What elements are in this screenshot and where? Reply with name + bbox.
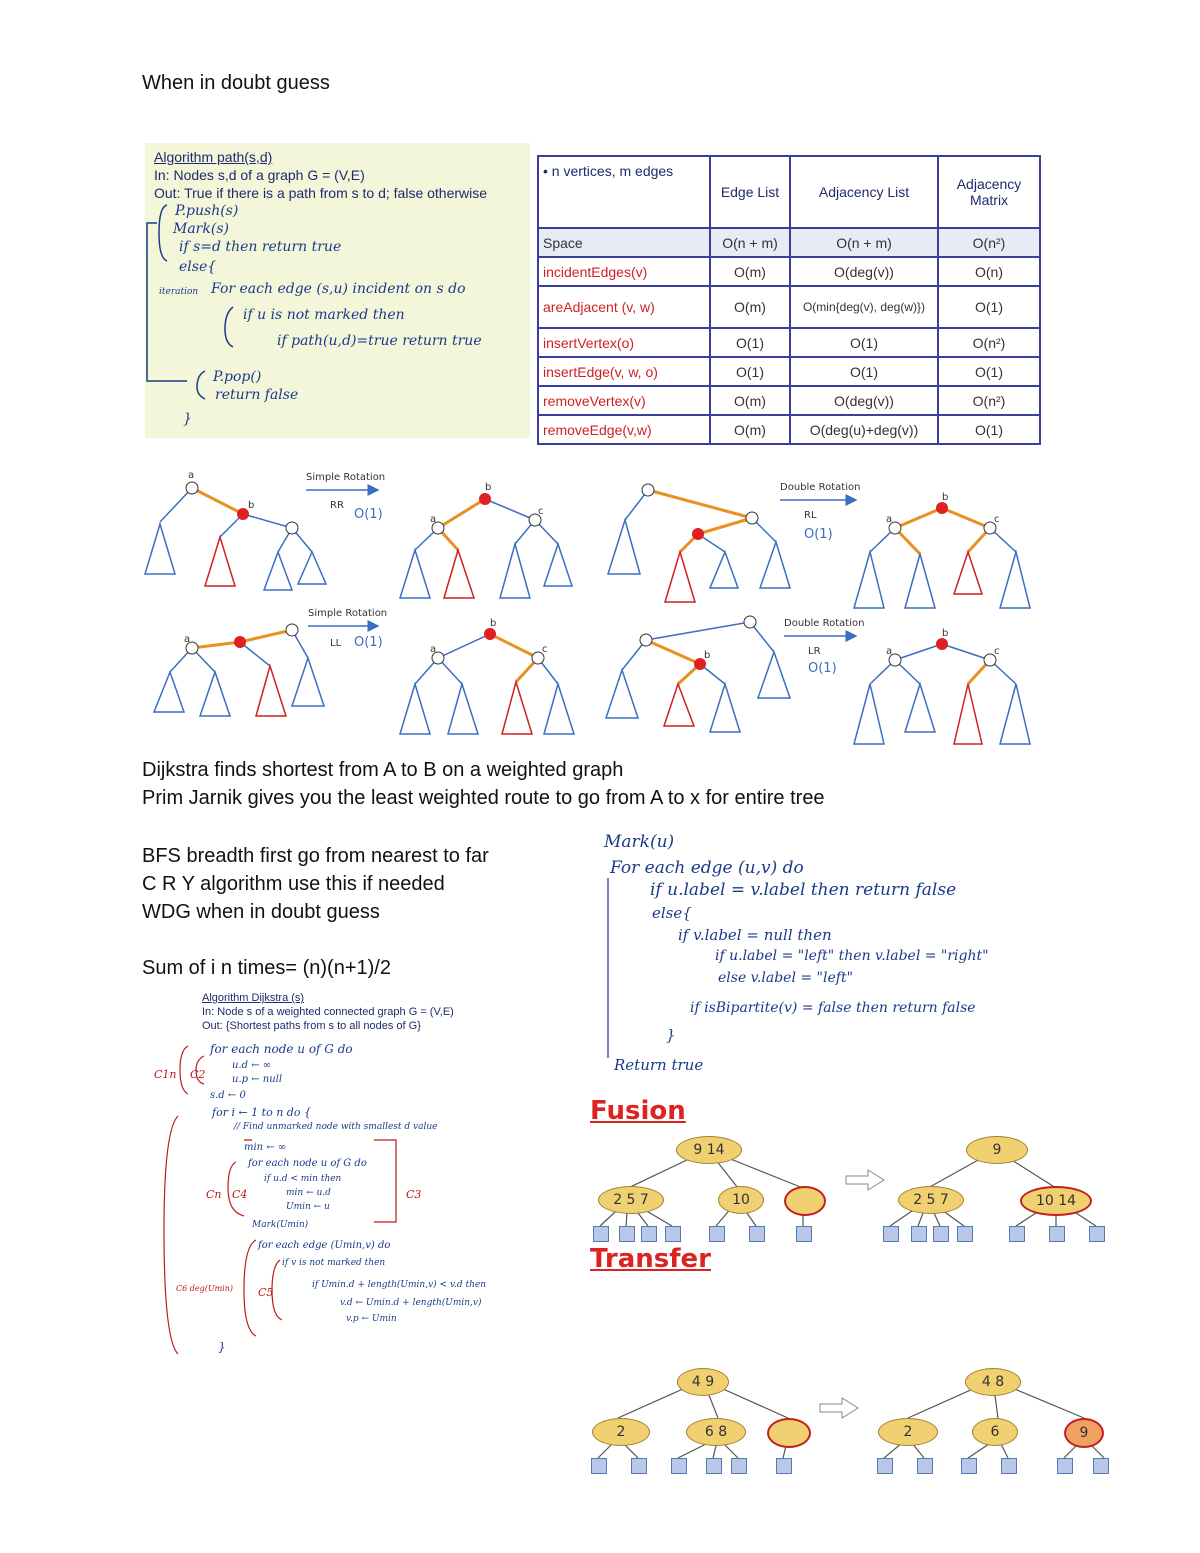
- rotation-label: Double Rotation: [784, 618, 865, 629]
- bip-line: else{: [652, 904, 692, 922]
- algo-line: else{: [179, 259, 217, 275]
- dij-out: Out: {Shortest paths from s to all nodes of G}: [202, 1020, 421, 1032]
- fusion-diagram-lines: [588, 1128, 1113, 1242]
- table-cell: O(n²): [938, 386, 1040, 415]
- btree-leaf: [796, 1226, 812, 1242]
- algo-in: In: Nodes s,d of a graph G = (V,E): [154, 167, 365, 183]
- dij-line: for each node u of G do: [210, 1042, 353, 1056]
- btree-leaf: [911, 1226, 927, 1242]
- table-cell: O(deg(u)+deg(v)): [790, 415, 938, 444]
- rotation-sub: LL: [330, 638, 342, 649]
- dijkstra-panel: [140, 990, 540, 1370]
- btree-leaf: [591, 1458, 607, 1474]
- dij-line: // Find unmarked node with smallest d value: [234, 1122, 438, 1132]
- algo-side-note: iteration: [159, 287, 199, 297]
- btree-node: 2 5 7: [898, 1186, 964, 1214]
- dij-line: min ← ∞: [244, 1142, 287, 1153]
- btree-leaf: [933, 1226, 949, 1242]
- btree-node: 9 14: [676, 1136, 742, 1164]
- table-cell: O(min{deg(v), deg(w)}): [790, 286, 938, 328]
- btree-leaf: [665, 1226, 681, 1242]
- table-header: Adjacency List: [790, 156, 938, 228]
- table-cell: O(1): [938, 286, 1040, 328]
- table-cell: areAdjacent (v, w): [538, 286, 710, 328]
- node-label: a: [184, 634, 191, 645]
- btree-leaf: [883, 1226, 899, 1242]
- note-bfs: BFS breadth first go from nearest to far: [142, 845, 489, 867]
- btree-leaf: [776, 1458, 792, 1474]
- btree-leaf: [731, 1458, 747, 1474]
- table-header: Edge List: [710, 156, 790, 228]
- note-dijkstra: Dijkstra finds shortest from A to B on a weighted graph: [142, 759, 624, 781]
- dij-line: for i ← 1 to n do {: [212, 1106, 311, 1119]
- table-cell: insertEdge(v, w, o): [538, 357, 710, 386]
- table-cell: insertVertex(o): [538, 328, 710, 357]
- btree-leaf: [1009, 1226, 1025, 1242]
- node-label: a: [886, 514, 893, 525]
- node-label: c: [538, 506, 544, 517]
- bip-line: if u.label = v.label then return false: [650, 880, 957, 900]
- dij-line: for each node u of G do: [248, 1158, 367, 1169]
- rotation-cost: O(1): [804, 527, 833, 542]
- rotation-label: Double Rotation: [780, 482, 861, 493]
- table-cell: removeEdge(v,w): [538, 415, 710, 444]
- btree-leaf: [1049, 1226, 1065, 1242]
- node-label: a: [188, 470, 195, 481]
- btree-leaf: [1001, 1458, 1017, 1474]
- btree-leaf: [957, 1226, 973, 1242]
- dij-mark: C3: [406, 1188, 422, 1201]
- algo-head: Algorithm path(s,d): [154, 149, 273, 165]
- note-title: When in doubt guess: [142, 72, 330, 94]
- rotation-sub: LR: [808, 646, 821, 657]
- bip-line: else v.label = "left": [718, 970, 854, 986]
- btree-leaf: [961, 1458, 977, 1474]
- dij-mark: C4: [232, 1188, 248, 1201]
- note-sum: Sum of i n times= (n)(n+1)/2: [142, 957, 391, 979]
- dij-line: s.d ← 0: [210, 1090, 246, 1101]
- btree-node: 4 8: [965, 1368, 1021, 1396]
- node-label: c: [994, 646, 1000, 657]
- btree-leaf: [671, 1458, 687, 1474]
- btree-leaf: [1089, 1226, 1105, 1242]
- transfer-title: Transfer: [590, 1244, 711, 1274]
- btree-node: 2: [878, 1418, 938, 1446]
- path-algorithm-panel: [145, 143, 530, 438]
- algo-line: For each edge (s,u) incident on s do: [211, 281, 466, 297]
- node-label: a: [430, 644, 437, 655]
- table-cell: O(m): [710, 386, 790, 415]
- table-cell: Space: [538, 228, 710, 257]
- dij-head: Algorithm Dijkstra (s): [202, 992, 305, 1004]
- node-label: b: [704, 650, 711, 661]
- table-cell: O(1): [790, 357, 938, 386]
- btree-node: 4 9: [677, 1368, 729, 1396]
- bip-line: if u.label = "left" then v.label = "right": [715, 948, 989, 964]
- bipartite-panel: [600, 828, 1050, 1078]
- node-label: b: [942, 628, 949, 639]
- table-header: Adjacency Matrix: [938, 156, 1040, 228]
- bip-line: Return true: [614, 1056, 704, 1074]
- table-cell: O(n + m): [790, 228, 938, 257]
- table-cell: O(1): [710, 328, 790, 357]
- dij-line: if v is not marked then: [282, 1258, 386, 1268]
- dij-brackets: [140, 990, 540, 1370]
- dij-line: Umin ← u: [286, 1202, 330, 1212]
- btree-leaf: [593, 1226, 609, 1242]
- table-cell: O(m): [710, 415, 790, 444]
- dij-mark: Cn: [206, 1188, 222, 1201]
- btree-leaf: [877, 1458, 893, 1474]
- btree-leaf: [1057, 1458, 1073, 1474]
- rotation-cost: O(1): [354, 507, 383, 522]
- btree-leaf: [749, 1226, 765, 1242]
- complexity-table: [537, 155, 1041, 445]
- table-cell: O(1): [938, 357, 1040, 386]
- bip-line: For each edge (u,v) do: [610, 858, 804, 878]
- algo-brackets: [145, 143, 530, 438]
- note-wdg: WDG when in doubt guess: [142, 901, 380, 923]
- btree-node: [767, 1418, 811, 1448]
- dij-line: u.p ← null: [232, 1074, 283, 1085]
- dij-line: for each edge (Umin,v) do: [258, 1240, 391, 1251]
- btree-leaf: [706, 1458, 722, 1474]
- node-label: a: [886, 646, 893, 657]
- btree-node: 10 14: [1020, 1186, 1092, 1216]
- algo-out: Out: True if there is a path from s to d; false otherwise: [154, 185, 488, 201]
- table-cell: O(n²): [938, 228, 1040, 257]
- node-label: b: [490, 618, 497, 629]
- btree-leaf: [619, 1226, 635, 1242]
- btree-node: 2 5 7: [598, 1186, 664, 1214]
- btree-leaf: [631, 1458, 647, 1474]
- algo-line: if s=d then return true: [179, 239, 342, 255]
- algo-line: if u is not marked then: [243, 307, 405, 323]
- table-cell: O(n): [938, 257, 1040, 286]
- node-label: b: [248, 500, 255, 511]
- rotation-cost: O(1): [354, 635, 383, 650]
- rotation-label: Simple Rotation: [308, 608, 388, 619]
- node-label: a: [430, 514, 437, 525]
- dij-mark: C5: [258, 1286, 274, 1299]
- table-cell: removeVertex(v): [538, 386, 710, 415]
- btree-leaf: [709, 1226, 725, 1242]
- btree-leaf: [917, 1458, 933, 1474]
- node-label: b: [485, 482, 492, 493]
- bip-line: if v.label = null then: [678, 926, 832, 944]
- note-prim: Prim Jarnik gives you the least weighted route to go from A to x for entire tree: [142, 787, 825, 809]
- table-cell: O(1): [710, 357, 790, 386]
- btree-node: 2: [592, 1418, 650, 1446]
- btree-node: 6: [972, 1418, 1018, 1446]
- btree-leaf: [1093, 1458, 1109, 1474]
- bip-line: Mark(u): [604, 832, 675, 852]
- table-cell: O(n + m): [710, 228, 790, 257]
- btree-node: 9: [1064, 1418, 1104, 1448]
- bip-line: }: [666, 1026, 676, 1044]
- algo-line: Mark(s): [173, 221, 229, 237]
- transfer-diagram-lines: [588, 1366, 1113, 1480]
- table-cell: O(1): [790, 328, 938, 357]
- node-label: c: [994, 514, 1000, 525]
- btree-leaf: [641, 1226, 657, 1242]
- dij-line: if u.d < min then: [264, 1174, 342, 1184]
- table-cell: incidentEdges(v): [538, 257, 710, 286]
- rotation-cost: O(1): [808, 661, 837, 676]
- algo-line: }: [183, 411, 192, 427]
- algo-line: if path(u,d)=true return true: [277, 333, 482, 349]
- dij-line: if Umin.d + length(Umin,v) < v.d then: [312, 1280, 486, 1290]
- algo-line: P.pop(): [213, 369, 262, 385]
- dij-line: min ← u.d: [286, 1188, 331, 1198]
- dij-mark: C1n: [154, 1068, 177, 1081]
- dij-in: In: Node s of a weighted connected graph G = (V,E): [202, 1006, 454, 1018]
- table-header: • n vertices, m edges: [538, 156, 710, 228]
- bip-line: if isBipartite(v) = false then return false: [690, 1000, 976, 1016]
- table-cell: O(m): [710, 286, 790, 328]
- btree-node: 6 8: [686, 1418, 746, 1446]
- table-cell: O(deg(v)): [790, 257, 938, 286]
- node-label: c: [542, 644, 548, 655]
- rotation-label: Simple Rotation: [306, 472, 386, 483]
- table-cell: O(1): [938, 415, 1040, 444]
- dij-line: v.p ← Umin: [346, 1314, 397, 1324]
- node-label: b: [942, 492, 949, 503]
- dij-line: Mark(Umin): [252, 1220, 309, 1230]
- dij-line: }: [218, 1340, 226, 1354]
- rotation-sub: RL: [804, 510, 817, 521]
- table-cell: O(deg(v)): [790, 386, 938, 415]
- table-cell: O(n²): [938, 328, 1040, 357]
- bip-bracket: [600, 828, 660, 1068]
- dij-line: v.d ← Umin.d + length(Umin,v): [340, 1298, 482, 1308]
- algo-line: P.push(s): [175, 203, 239, 219]
- algo-line: return false: [215, 387, 299, 403]
- note-cry: C R Y algorithm use this if needed: [142, 873, 445, 895]
- btree-node: [784, 1186, 826, 1216]
- rotation-diagrams: [140, 462, 1040, 752]
- fusion-title: Fusion: [590, 1096, 686, 1126]
- dij-mark: C6 deg(Umin): [176, 1284, 234, 1293]
- rotation-sub: RR: [330, 500, 344, 511]
- dij-mark: C2: [190, 1068, 206, 1081]
- dij-line: u.d ← ∞: [232, 1060, 272, 1071]
- btree-node: 10: [718, 1186, 764, 1214]
- table-cell: O(m): [710, 257, 790, 286]
- btree-node: 9: [966, 1136, 1028, 1164]
